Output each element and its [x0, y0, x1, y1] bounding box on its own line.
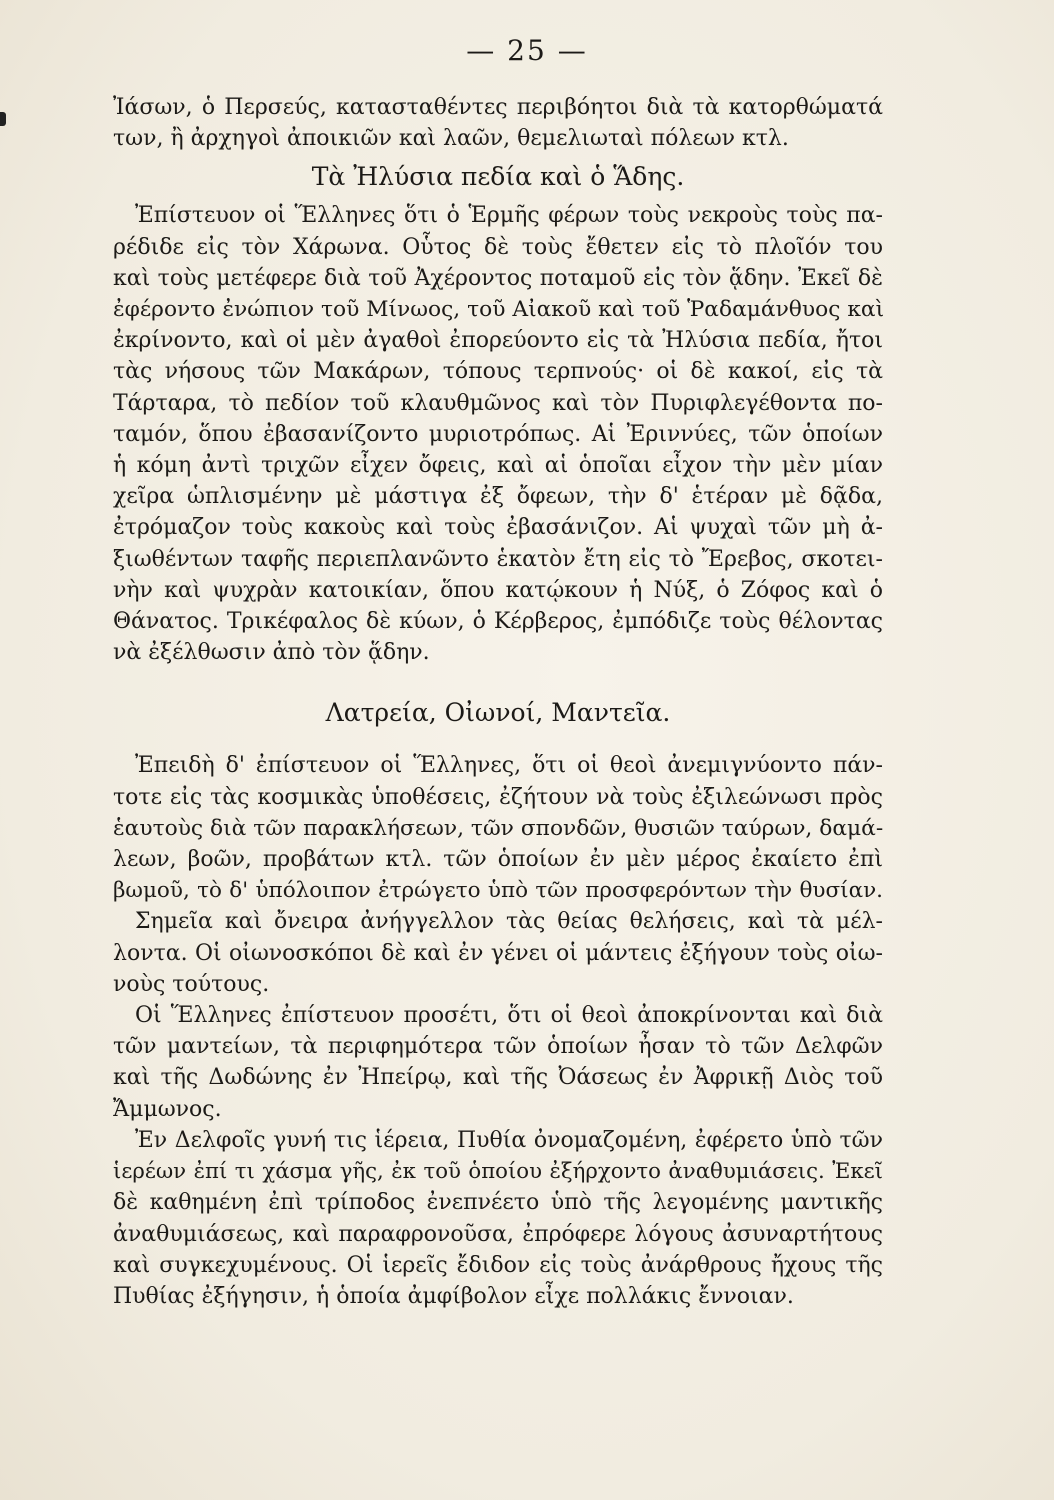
text-line: ἡ κόμη ἀντὶ τριχῶν εἶχεν ὄφεις, καὶ αἱ ὁποῖαι εἶχον τὴν μὲν μίαν	[113, 453, 883, 479]
text-line: Ἄμμωνος.	[113, 1096, 222, 1122]
text-line: των, ἢ ἀρχηγοὶ ἀποικιῶν καὶ λαῶν, θεμελιωταὶ πόλεων κτλ.	[113, 126, 789, 152]
text-line: δὲ καθημένη ἐπὶ τρίποδος ἐνεπνέετο ὑπὸ τῆς λεγομένης μαντικῆς	[113, 1190, 883, 1216]
text-line: λοντα. Οἱ οἰωνοσκόποι δὲ καὶ ἐν γένει οἱ μάντεις ἐξήγουν τοὺς οἰω-	[113, 940, 883, 966]
text-line: ἀναθυμιάσεως, καὶ παραφρονοῦσα, ἐπρόφερε λόγους ἀσυναρτήτους	[113, 1221, 883, 1247]
paragraph-delphi	[113, 1125, 883, 1312]
text-line: νὴν καὶ ψυχρὰν κατοικίαν, ὅπου κατῴκουν ἡ Νύξ, ὁ Ζόφος καὶ ὁ	[113, 577, 883, 603]
section-heading-worship-omens-oracles: Λατρεία, Οἰωνοί, Μαντεῖα.	[325, 698, 671, 728]
text-line: τῶν μαντείων, τὰ περιφημότερα τῶν ὁποίων ἦσαν τὸ τῶν Δελφῶν	[113, 1034, 883, 1060]
page-body	[113, 92, 883, 1312]
text-line: νοὺς τούτους.	[113, 971, 270, 997]
text-line: ἱερέων ἐπί τι χάσμα γῆς, ἐκ τοῦ ὁποίου ἐξήρχοντο ἀναθυμιάσεις. Ἐκεῖ	[113, 1159, 883, 1185]
paragraph-worship	[113, 750, 883, 1000]
margin-ink-mark	[0, 112, 6, 126]
text-line: Οἱ Ἕλληνες ἐπίστευον προσέτι, ὅτι οἱ θεοὶ ἀποκρίνονται καὶ διὰ	[135, 1003, 883, 1029]
text-line: χεῖρα ὡπλισμένην μὲ μάστιγα ἐξ ὄφεων, τὴν δ' ἑτέραν μὲ δᾷδα,	[113, 484, 883, 510]
text-line: ταμόν, ὅπου ἐβασανίζοντο μυριοτρόπως. Αἱ Ἐριννύες, τῶν ὁποίων	[113, 421, 883, 447]
text-line: ἐφέροντο ἐνώπιον τοῦ Μίνωος, τοῦ Αἰακοῦ καὶ τοῦ Ῥαδαμάνθυος καὶ	[113, 297, 885, 323]
text-line: λεων, βοῶν, προβάτων κτλ. τῶν ὁποίων ἐν μὲν μέρος ἐκαίετο ἐπὶ	[113, 847, 883, 873]
text-line: τοτε εἰς τὰς κοσμικὰς ὑποθέσεις, ἐζήτουν νὰ τοὺς ἐξιλεώνωσι πρὸς	[113, 784, 883, 810]
text-line: ξιωθέντων ταφῆς περιεπλανῶντο ἑκατὸν ἔτη εἰς τὸ Ἔρεβος, σκοτει-	[113, 546, 883, 572]
text-line: νὰ ἐξέλθωσιν ἀπὸ τὸν ᾅδην.	[113, 640, 430, 666]
text-line: καὶ τοὺς μετέφερε διὰ τοῦ Ἀχέροντος ποταμοῦ εἰς τὸν ᾅδην. Ἐκεῖ δὲ	[113, 265, 883, 291]
text-line: καὶ τῆς Δωδώνης ἐν Ἠπείρῳ, καὶ τῆς Ὀάσεως ἐν Ἀφρικῇ Διὸς τοῦ	[113, 1065, 883, 1091]
text-line: βωμοῦ, τὸ δ' ὑπόλοιπον ἐτρώγετο ὑπὸ τῶν προσφερόντων τὴν θυσίαν.	[113, 878, 883, 904]
text-line: Ἰάσων, ὁ Περσεύς, κατασταθέντες περιβόητοι διὰ τὰ κατορθώματά	[113, 95, 883, 120]
text-line: Ἐν Δελφοῖς γυνή τις ἱέρεια, Πυθία ὀνομαζομένη, ἐφέρετο ὑπὸ τῶν	[135, 1127, 883, 1153]
text-line: ἐκρίνοντο, καὶ οἱ μὲν ἀγαθοὶ ἐπορεύοντο εἰς τὰ Ἠλύσια πεδία, ἤτοι	[113, 328, 883, 354]
intro-paragraph	[113, 92, 883, 154]
text-line: ἐτρόμαζον τοὺς κακοὺς καὶ τοὺς ἐβασάνιζον. Αἱ ψυχαὶ τῶν μὴ ἀ-	[113, 515, 883, 541]
text-line: Θάνατος. Τρικέφαλος δὲ κύων, ὁ Κέρβερος, ἐμπόδιζε τοὺς θέλοντας	[113, 609, 883, 635]
text-line: ρέδιδε εἰς τὸν Χάρωνα. Οὗτος δὲ τοὺς ἔθετεν εἰς τὸ πλοῖόν του	[113, 234, 883, 260]
page-number: — 25 —	[466, 34, 588, 67]
section-heading-elysian-fields: Τὰ Ἠλύσια πεδία καὶ ὁ Ἅδης.	[311, 162, 685, 192]
paragraph-elysian-fields	[113, 200, 883, 668]
text-line: ἑαυτοὺς διὰ τῶν παρακλήσεων, τῶν σπονδῶν, θυσιῶν ταύρων, δαμά-	[113, 815, 884, 841]
paragraph-oracles	[113, 1000, 883, 1125]
text-line: Ἐπίστευον οἱ Ἕλληνες ὅτι ὁ Ἑρμῆς φέρων τοὺς νεκροὺς τοὺς πα-	[135, 203, 883, 229]
text-line: Πυθίας ἐξήγησιν, ἡ ὁποία ἀμφίβολον εἶχε πολλάκις ἔννοιαν.	[113, 1283, 794, 1309]
text-line: Τάρταρα, τὸ πεδίον τοῦ κλαυθμῶνος καὶ τὸν Πυριφλεγέθοντα πο-	[113, 390, 883, 416]
text-line: τὰς νήσους τῶν Μακάρων, τόπους τερπνούς· οἱ δὲ κακοί, εἰς τὰ	[113, 359, 883, 385]
text-line: Σημεῖα καὶ ὄνειρα ἀνήγγελλον τὰς θείας θελήσεις, καὶ τὰ μέλ-	[135, 909, 883, 935]
text-line: Ἐπειδὴ δ' ἐπίστευον οἱ Ἕλληνες, ὅτι οἱ θεοὶ ἀνεμιγνύοντο πάν-	[135, 753, 883, 779]
text-line: καὶ συγκεχυμένους. Οἱ ἱερεῖς ἔδιδον εἰς τοὺς ἀνάρθρους ἤχους τῆς	[113, 1252, 883, 1278]
